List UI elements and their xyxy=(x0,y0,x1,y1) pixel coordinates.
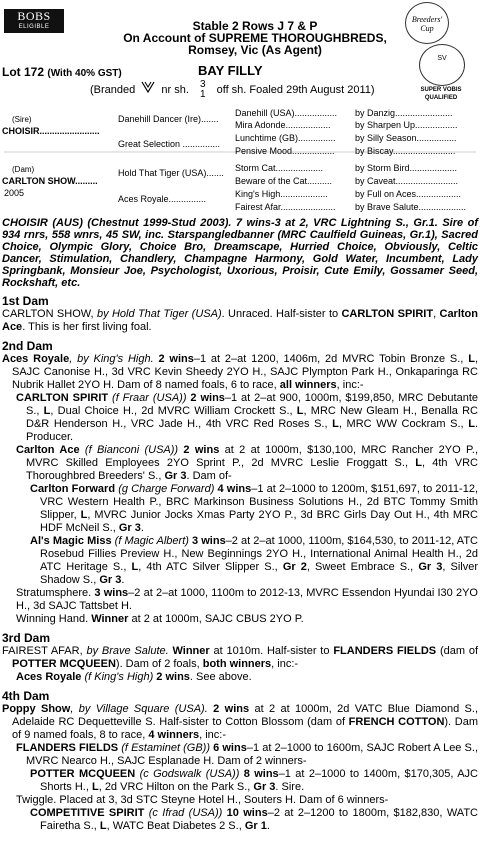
ggg-8: by Brave Salute................... xyxy=(355,202,467,212)
horse-type: BAY FILLY xyxy=(198,63,263,78)
progeny-carlton-ace: Carlton Ace (f Bianconi (USA)) 2 wins at 2 at 1000m, $130,100, MRC Rancher 2YO P., MVRC Skilled Employees 2YO Sprint P., 2d MVRC Leslie Froggatt S., L, 4th VRC Thoroughbred Breeders' S., Gr 3. Dam of- xyxy=(16,444,478,482)
gg-2: Mira Adonde.................. xyxy=(235,120,331,130)
gg-3: Lunchtime (GB)............... xyxy=(235,133,336,143)
bobs-eligible-logo: BOBS ELIGIBLE xyxy=(4,9,64,33)
fourth-dam-text: Poppy Show, by Village Square (USA). 2 wins at 2 at 1000m, 2d VATC Blue Diamond S., Adelaide RC Dequetteville S. Half-sister to Cotton Blossom (dam of FRENCH COTTON). Dam of 9 named foals, 8 to race, 4 winners, inc:- xyxy=(2,703,479,741)
sire-name: CHOISIR........................ xyxy=(2,126,100,136)
progeny-carlton-forward: Carlton Forward (g Charge Forward) 4 wins–1 at 2–1000 to 1200m, $151,697, to 2011-12, VRC Western Health P., BRC Markinson Business Solutions H., 2d BTC Tommy Smith Slipper, L, MVRC Junior Jocks Xmas Party 2YO P., 3d BRC Girls Day Out H., 4th MRC HDF McNeil S., Gr 3. xyxy=(30,483,478,534)
progeny-winning-hand: Winning Hand. Winner at 2 at 1000m, SAJC CBUS 2YO P. xyxy=(16,613,304,625)
vendor-title: Stable 2 Rows J 7 & P On Account of SUPREME THOROUGHBREDS, Romsey, Vic (As Agent) xyxy=(123,19,387,57)
gg-6: Beware of the Cat.......... xyxy=(235,176,333,186)
progeny-aces-royale: Aces Royale (f King's High) 2 wins. See above. xyxy=(16,671,252,683)
progeny-potter-mcqueen: POTTER MCQUEEN (c Godswalk (USA)) 8 wins–1 at 2–1000 to 1400m, $170,305, AJC Shorts H., L, 2d VRC Hilton on the Park S., Gr 3. Sire. xyxy=(30,768,478,793)
progeny-twiggle: Twiggle. Placed at 3, 3d STC Steyne Hotel H., Souters H. Dam of 6 winners- xyxy=(16,794,389,806)
ggg-3: by Silly Season................ xyxy=(355,133,457,143)
brand-line: (Branded nr sh. 3 1 off sh. Foaled 29th August 2011) xyxy=(90,79,375,100)
fourth-dam-heading: 4th Dam xyxy=(2,689,50,703)
ggg-1: by Danzig....................... xyxy=(355,108,453,118)
progeny-stratumsphere: Stratumsphere. 3 wins–2 at 2–at 1000, 1100m to 2012-13, MVRC Essendon Hyundai I30 2YO H., 3d SAJC Tattsbet H. xyxy=(16,587,478,612)
brand-mark-icon xyxy=(141,81,155,96)
granddam-1: Great Selection ............... xyxy=(118,139,221,149)
catalogue-body xyxy=(2,217,478,833)
pedigree-table xyxy=(0,106,480,216)
svq-badge-icon: SV xyxy=(419,44,465,86)
grandsire-2: Hold That Tiger (USA)....... xyxy=(118,168,224,178)
gg-8: Fairest Afar...................... xyxy=(235,202,336,212)
svq-logo: SV SUPER VOBIS QUALIFIED xyxy=(405,44,477,98)
brand-number: 3 1 xyxy=(199,79,206,100)
third-dam-heading: 3rd Dam xyxy=(2,631,51,645)
progeny-carlton-spirit: CARLTON SPIRIT (f Fraar (USA)) 2 wins–1 at 2–at 900, 1000m, $199,850, MRC Debutante S., L, Dual Choice H., 2d MVRC William Crockett S., L, MRC New Gleam H., Benalla RC D&R Henderson H., VRC Jade H., 4th VRC Red Roses S., L, MRC WW Cockram S., L. Producer. xyxy=(16,392,479,443)
progeny-flanders-fields: FLANDERS FIELDS (f Estaminet (GB)) 6 wins–1 at 2–1000 to 1600m, SAJC Robert A Lee S., MVRC Nearco H., SAJC Esplanade H. Dam of 2 winners- xyxy=(16,742,478,767)
grandsire-1: Danehill Dancer (Ire)....... xyxy=(118,114,219,124)
lot-number: Lot 172 (With 40% GST) xyxy=(2,65,122,79)
granddam-2: Aces Royale............... xyxy=(118,194,207,204)
ggg-4: by Biscay......................... xyxy=(355,146,456,156)
gg-7: King's High................... xyxy=(235,189,328,199)
sire-label: (Sire) xyxy=(12,115,32,124)
third-dam-text: FAIREST AFAR, by Brave Salute. Winner at 1010m. Half-sister to FLANDERS FIELDS (dam of POTTER MCQUEEN). Dam of 2 foals, both winners, inc:- xyxy=(2,645,479,670)
breeders-cup-logo: Breeders' Cup xyxy=(405,2,449,44)
gg-4: Pensive Mood................. xyxy=(235,146,335,156)
ggg-5: by Storm Bird................... xyxy=(355,163,458,173)
dam-label: (Dam) xyxy=(12,165,35,174)
progeny-als-magic-miss: Al's Magic Miss (f Magic Albert) 3 wins–2 at 2–at 1000, 1100m, $164,530, to 2011-12, ATC Rosebud Fillies Preview H., New Beginnings 2YO H., International Animal Health H., 2d ATC Heritage S., L, 4th ATC Silver Slipper S., Gr 2, Sweet Embrace S., Gr 3, Silver Shadow S., Gr 3. xyxy=(30,535,479,586)
dam-name: CARLTON SHOW......... xyxy=(2,176,98,186)
ggg-6: by Caveat......................... xyxy=(355,176,459,186)
first-dam-text: CARLTON SHOW, by Hold That Tiger (USA). Unraced. Half-sister to CARLTON SPIRIT, Carlton Ace. This is her first living foal. xyxy=(2,308,478,333)
progeny-competitive-spirit: COMPETITIVE SPIRIT (c Ifrad (USA)) 10 wins–2 at 2–1200 to 1800m, $182,830, WATC Fairetha S., L, WATC Beat Diabetes 2 S., Gr 1. xyxy=(30,807,478,832)
gg-1: Danehill (USA)................. xyxy=(235,108,338,118)
ggg-2: by Sharpen Up................. xyxy=(355,120,458,130)
dam-year: 2005 xyxy=(4,188,25,198)
gg-5: Storm Cat................... xyxy=(235,163,324,173)
ggg-7: by Full on Aces.................. xyxy=(355,189,462,199)
second-dam-heading: 2nd Dam xyxy=(2,339,53,353)
sire-intro: CHOISIR (AUS) (Chestnut 1999-Stud 2003). 7 wins-3 at 2, VRC Lightning S., Gr.1. Sire of 934 rnrs, 558 wnrs, 45 SW, inc. Starspangledbanner (MRC Caulfield Guineas, Gr.1), Sacred Choice, Olympic Glory, Choice Bro, Dreamscape, Hurried Choice, Obviously, Celtic Dancer, Stimulation, Chandlery, Champagne Harmony, Gold Water, Incumbent, Lady Springbank, Monsieur Joe, Psychologist, Uxorious, Proisir, Cute Emily, Gossamer Seed, Rockshaft, etc. xyxy=(2,217,478,289)
catalogue-header xyxy=(0,0,480,108)
first-dam-heading: 1st Dam xyxy=(2,294,49,308)
second-dam-text: Aces Royale, by King's High. 2 wins–1 at 2–at 1200, 1406m, 2d MVRC Tobin Bronze S., L, SAJC Canonise H., 3d VRC Kevin Sheedy 2YO H., SAJC Plympton Park H., Onkaparinga RC Nubrik Hallet 2YO H. Dam of 8 named foals, 6 to race, all winners, inc:- xyxy=(2,353,478,391)
